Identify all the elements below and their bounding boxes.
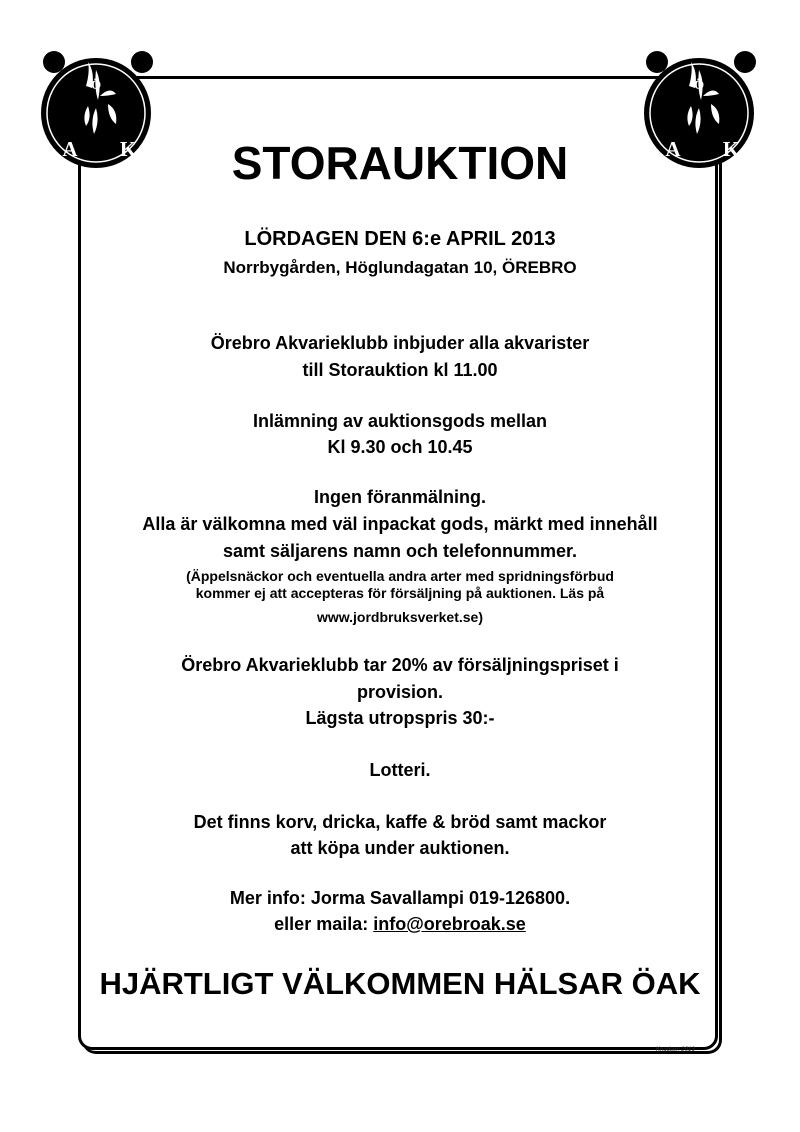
commission-line-3: Lägsta utropspris 30:- — [305, 708, 495, 728]
event-address: Norrbygården, Höglundagatan 10, ÖREBRO — [223, 258, 577, 277]
closing-greeting: HJÄRTLIGT VÄLKOMMEN HÄLSAR ÖAK — [99, 966, 701, 1001]
contact-info: Mer info: Jorma Savallampi 019-126800. — [229, 888, 571, 908]
svg-text:Ö: Ö — [90, 77, 102, 92]
svg-text:K: K — [722, 137, 740, 161]
commission-line-1: Örebro Akvarieklubb tar 20% av försäljningspriset i — [181, 655, 619, 675]
invite-line-2: till Storauktion kl 11.00 — [302, 360, 498, 380]
svg-text:A: A — [665, 137, 681, 161]
registration-line-2: Alla är välkomna med väl inpackat gods, märkt med innehåll — [142, 514, 658, 534]
page-title: STORAUKTION — [231, 137, 569, 189]
commission-line-2: provision. — [356, 682, 443, 702]
event-date: LÖRDAGEN DEN 6:e APRIL 2013 — [244, 228, 556, 250]
designer-credit: Knudsen 2013 — [656, 1047, 695, 1053]
food-line-1: Det finns korv, dricka, kaffe & bröd samt mackor — [193, 812, 607, 832]
registration-line-1: Ingen föranmälning. — [313, 487, 486, 507]
lottery-text: Lotteri. — [369, 760, 431, 780]
dropoff-line-2: Kl 9.30 och 10.45 — [327, 437, 473, 457]
dropoff-line-1: Inlämning av auktionsgods mellan — [252, 411, 548, 431]
contact-mail-line — [80, 914, 720, 935]
invite-line-1: Örebro Akvarieklubb inbjuder alla akvarister — [210, 333, 590, 353]
registration-line-3: samt säljarens namn och telefonnummer. — [222, 541, 578, 561]
note-line-1: (Äppelsnäckor och eventuella andra arter med spridningsförbud — [186, 568, 614, 584]
svg-text:K: K — [119, 137, 137, 161]
note-line-3: www.jordbruksverket.se) — [317, 609, 483, 625]
svg-text:A: A — [62, 137, 78, 161]
svg-text:Ö: Ö — [693, 77, 705, 92]
email-link[interactable]: info@orebroak.se — [373, 914, 526, 934]
food-line-2: att köpa under auktionen. — [290, 838, 510, 858]
mail-prefix: eller maila: — [274, 914, 374, 934]
note-line-2: kommer ej att accepteras för försäljning på auktionen. Läs på — [195, 585, 605, 601]
